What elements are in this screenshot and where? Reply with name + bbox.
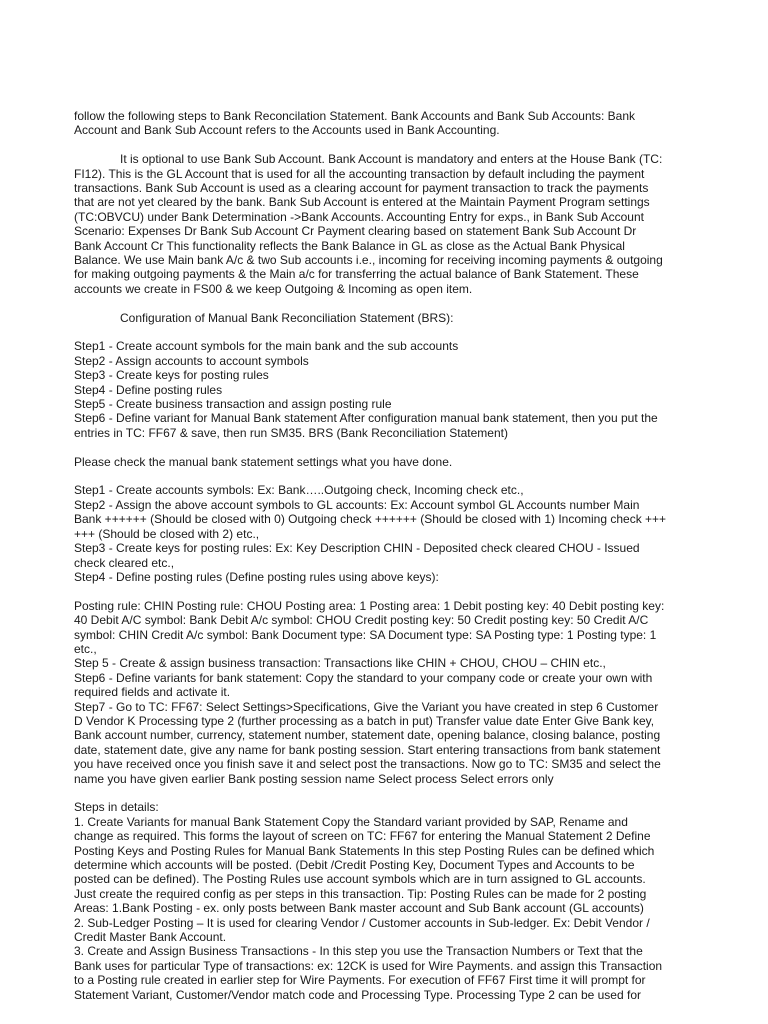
text-line: etc., [74,641,97,656]
document-page [74,109,700,1016]
text-line: Please check the manual bank statement settings what you have done. [74,454,453,469]
text-line: follow the following steps to Bank Reconcilation Statement. Bank Accounts and Bank Sub Accounts: Bank [74,109,635,123]
text-line: transactions. Bank Sub Account is used as a clearing account for payment transaction to track the payments [74,181,649,196]
text-line: check cleared etc., [74,555,175,570]
text-line: you have received once you finish save it and select post the transactions. Now go to TC: SM35 and select the [74,757,661,772]
text-line: that are not yet cleared by the bank. Bank Sub Account is entered at the Maintain Payment Program settings [74,195,650,210]
text-line: Bank Account Cr This functionality reflects the Bank Balance in GL as close as the Actual Bank Physical [74,238,625,253]
text-line: Step2 - Assign the above account symbols to GL accounts: Ex: Account symbol GL Accounts number Main [74,497,640,512]
text-line: change as required. This forms the layout of screen on TC: FF67 for entering the Manual Statement 2 Define [74,829,651,844]
paragraph-posting-rules [74,599,700,786]
text-line: symbol: CHIN Credit A/c symbol: Bank Document type: SA Document type: SA Posting type: 1 Posting type: 1 [74,627,657,642]
text-line: Step2 - Assign accounts to account symbols [74,353,309,368]
paragraph-please-check [74,455,700,469]
text-line: for making outgoing payments & the Main a/c for transferring the actual balance of Bank Statement. These [74,267,639,282]
text-line: name you have given earlier Bank posting session name Select process Select errors only [74,771,554,786]
text-line: Balance. We use Main bank A/c & two Sub accounts i.e., incoming for receiving incoming payments & outgoing [74,253,663,268]
text-line: 1. Create Variants for manual Bank Statement Copy the Standard variant provided by SAP, Rename and [74,814,628,829]
text-line: D Vendor K Processing type 2 (further processing as a batch in put) Transfer value date Enter Give Bank key, [74,713,655,728]
paragraph-steps-overview [74,339,700,440]
text-line: date, statement date, give any name for bank posting session. Start entering transactions from bank statement [74,742,661,757]
text-line: Account and Bank Sub Account refers to the Accounts used in Bank Accounting. [74,123,500,138]
text-line: Bank uses for particular Type of transactions: ex: 12CK is used for Wire Payments. and assign this Transaction [74,958,663,973]
text-line: Step1 - Create accounts symbols: Ex: Bank…..Outgoing check, Incoming check etc., [74,483,524,498]
text-line: 3. Create and Assign Business Transactions - In this step you use the Transaction Numbers or Text that the [74,944,643,959]
text-line: Steps in details: [74,800,159,815]
text-line: Step3 - Create keys for posting rules: Ex: Key Description CHIN - Deposited check cleared CHOU - Issued [74,541,640,556]
text-line: Bank account number, currency, statement number, statement date, opening balance, closing balance, posting [74,728,661,743]
text-line: Step4 - Define posting rules (Define posting rules using above keys): [74,569,439,584]
text-line: (TC:OBVCU) under Bank Determination ->Bank Accounts. Accounting Entry for exps., in Bank Sub Account [74,209,644,224]
text-line: Step5 - Create business transaction and assign posting rule [74,397,392,412]
text-line: Just create the required config as per steps in this transaction. Tip: Posting Rules can be made for 2 posting [74,886,647,901]
text-line: Bank ++++++ (Should be closed with 0) Outgoing check ++++++ (Should be closed with 1) Incoming check +++ [74,512,667,527]
text-line: Step 5 - Create & assign business transaction: Transactions like CHIN + CHOU, CHOU – CHIN etc., [74,656,606,671]
text-line: Scenario: Expenses Dr Bank Sub Account Cr Payment clearing based on statement Bank Sub Account Dr [74,224,637,239]
text-line: accounts we create in FS00 & we keep Outgoing & Incoming as open item. [74,281,473,296]
text-line: 2. Sub-Ledger Posting – It is used for clearing Vendor / Customer accounts in Sub-ledger. Ex: Debit Vendor / [74,915,650,930]
text-line: +++ (Should be closed with 2) etc., [74,526,260,541]
text-line: Step4 - Define posting rules [74,382,223,397]
text-line: FI12). This is the GL Account that is used for all the accounting transaction by default including the payment [74,166,645,181]
text-line: determine which accounts will be posted. (Debit /Credit Posting Key, Document Types and Accounts to be [74,858,635,873]
paragraph-steps-in-details [74,800,700,1002]
text-line: Areas: 1.Bank Posting - ex. only posts between Bank master account and Sub Bank account (GL accounts) [74,901,644,916]
text-line: Credit Master Bank Account. [74,930,227,945]
text-line: Step7 - Go to TC: FF67: Select Settings>Specifications, Give the Variant you have created in step 6 Customer [74,699,659,714]
text-line: Step6 - Define variants for bank statement: Copy the standard to your company code or create your own with [74,670,653,685]
text-line: Posting rule: CHIN Posting rule: CHOU Posting area: 1 Posting area: 1 Debit posting key: 40 Debit posting key: [74,598,665,613]
paragraph-steps-detail-short [74,483,700,584]
text-line: Posting Keys and Posting Rules for Manual Bank Statements In this step Posting Rules can be defined which [74,843,655,858]
text-line: to a Posting rule created in earlier step for Wire Payments. For execution of FF67 First time it will prompt for [74,973,646,988]
text-line: posted can be defined). The Posting Rules use account symbols which are in turn assigned to GL accounts. [74,872,646,887]
text-line: Step3 - Create keys for posting rules [74,368,269,383]
text-line: 40 Debit A/C symbol: Bank Debit A/c symbol: CHOU Credit posting key: 50 Credit posting key: 50 Credit A/C [74,613,649,628]
text-line: Step6 - Define variant for Manual Bank statement After configuration manual bank statement, then you put the [74,411,658,426]
text-line: Configuration of Manual Bank Reconciliation Statement (BRS): [120,310,454,325]
paragraph-optional-sub-account [74,152,700,296]
text-line: required fields and activate it. [74,685,231,700]
paragraph-intro [74,109,700,138]
text-line: Step1 - Create account symbols for the main bank and the sub accounts [74,339,459,354]
paragraph-configuration-heading [74,311,700,325]
text-line: It is optional to use Bank Sub Account. Bank Account is mandatory and enters at the House Bank (TC: [120,152,663,167]
text-line: entries in TC: FF67 & save, then run SM35. BRS (Bank Reconciliation Statement) [74,425,508,440]
text-line: Statement Variant, Customer/Vendor match code and Processing Type. Processing Type 2 can be used for [74,987,641,1002]
